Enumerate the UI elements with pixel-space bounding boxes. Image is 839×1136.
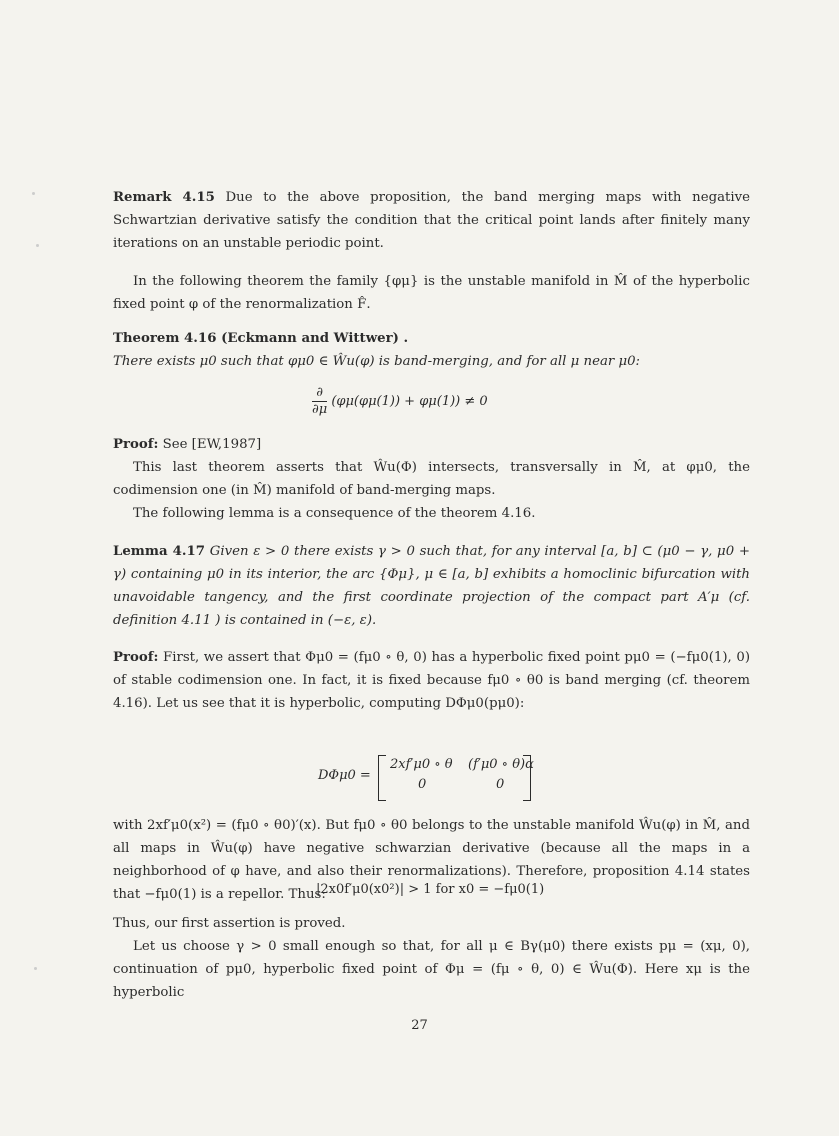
- paragraph-family: In the following theorem the family {φμ} is the unstable manifold in M̂ of the hyperbolic fixed point φ of the renormalization F̂.: [113, 274, 750, 312]
- proof-1-paragraph: This last theorem asserts that Ŵu(Φ) intersects, transversally in M̂, at φμ0, the codimension one (in M̂) manifold of band-merging maps.: [113, 460, 750, 498]
- matrix-cell-11: 2xf′μ0 ∘ θ: [390, 757, 453, 772]
- remark-block: [113, 186, 750, 255]
- theorem-text: There exists μ0 such that φμ0 ∈ Ŵu(φ) is band-merging, and for all μ near μ0:: [113, 354, 641, 369]
- scan-speck: [32, 192, 35, 195]
- gamma-choice-paragraph: Let us choose γ > 0 small enough so that, for all μ ∈ Bγ(μ0) there exists pμ = (xμ, 0), continuation of pμ0, hyperbolic fixed point of Φμ = (fμ ∘ θ, 0) ∈ Ŵu(Φ). Here xμ is the hyperbolic: [113, 939, 750, 1000]
- matrix-right-bracket: [523, 755, 531, 801]
- theorem-label: Theorem 4.16 (Eckmann and Wittwer) .: [113, 331, 409, 346]
- partial-denominator: ∂μ: [312, 402, 328, 417]
- lemma-text: Given ε > 0 there exists γ > 0 such that, for any interval [a, b] ⊂ (μ0 − γ, μ0 + γ) containing μ0 in its interior, the arc {Φμ}, μ ∈ [a, b] exhibits a homoclinic bifurcation with unavoidable tangency, and the first coordinate projection of the compact part A′μ (cf. definition 4.11 ) is contained in (−ε, ε).: [113, 544, 750, 628]
- scan-speck: [34, 967, 37, 970]
- lemma-label: Lemma 4.17: [113, 544, 206, 559]
- matrix-lhs: DΦμ0 =: [318, 768, 371, 783]
- first-assertion-proved: Thus, our first assertion is proved.: [113, 916, 346, 931]
- page-number: 27: [411, 1018, 428, 1033]
- theorem-equation: [312, 385, 572, 418]
- proof-2-tail: [113, 912, 750, 1004]
- jacobian-matrix: [318, 755, 558, 801]
- theorem-block: [113, 327, 750, 373]
- proof-2-text: First, we assert that Φμ0 = (fμ0 ∘ θ, 0) has a hyperbolic fixed point pμ0 = (−fμ0(1), 0) of stable codimension one. In fact, it is fixed because fμ0 ∘ θ0 is band merging (cf. theorem 4.16). Let us see that it is hyperbolic, computing DΦμ0(pμ0):: [113, 650, 751, 711]
- partial-numerator: ∂: [312, 385, 327, 402]
- proof-label: Proof:: [113, 437, 159, 452]
- proof-2-continuation: with 2xf′μ0(x²) = (fμ0 ∘ θ0)′(x). But fμ0 ∘ θ0 belongs to the unstable manifold Ŵu(φ) in M̂, and all maps in Ŵu(φ) have negative schwarzian derivative (because all the maps in a neighborhood of φ have, and also their renormalizations). Therefore, proposition 4.14 states that −fμ0(1) is a repellor. Thus:: [113, 818, 751, 902]
- proof-2-block: [113, 646, 750, 715]
- lemma-block: [113, 540, 750, 632]
- matrix-left-bracket: [378, 755, 386, 801]
- proof-1-block: [113, 433, 750, 525]
- scan-speck: [36, 244, 39, 247]
- repellor-inequality: |2x0f′μ0(x0²)| > 1 for x0 = −fμ0(1): [316, 882, 545, 897]
- matrix-cell-12: (f′μ0 ∘ θ)α: [468, 757, 534, 772]
- matrix-cell-22: 0: [496, 777, 505, 792]
- proof-1-consequence: The following lemma is a consequence of the theorem 4.16.: [133, 506, 536, 521]
- matrix-cell-21: 0: [418, 777, 427, 792]
- proof-2-label: Proof:: [113, 650, 159, 665]
- remark-text: Due to the above proposition, the band merging maps with negative Schwartzian derivative satisfy the condition that the critical point lands after finitely many iterations on an unstable periodic point.: [113, 190, 750, 251]
- equation-body: (φμ(φμ(1)) + φμ(1)) ≠ 0: [331, 394, 488, 409]
- proof-ref: See [EW,1987]: [162, 437, 262, 452]
- remark-label: Remark 4.15: [113, 190, 215, 205]
